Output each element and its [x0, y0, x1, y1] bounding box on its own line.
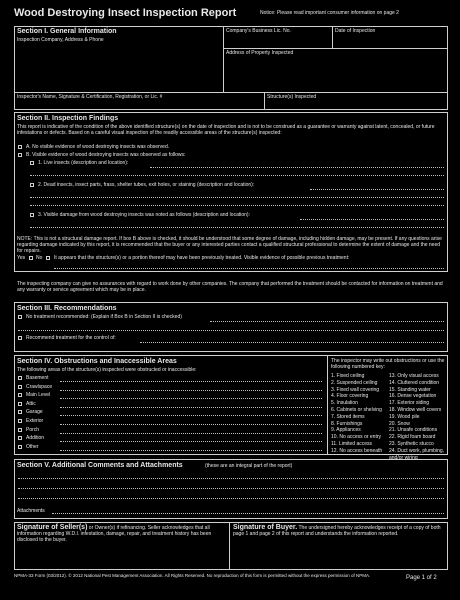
obstruction-checkbox[interactable]	[18, 419, 22, 423]
key-item: 19. Wood pile	[389, 413, 420, 420]
footer-copyright: NPMA-33 Form (03/2012). © 2012 National Pest Management Association. All Rights Reserved. No reproduction of this form is permitted without the express permission of NPMA.	[14, 573, 371, 578]
recommend-treatment-label: Recommend treatment for the control of:	[26, 335, 116, 341]
yes-label: Yes	[17, 255, 26, 261]
checkbox-no[interactable]	[46, 256, 50, 260]
key-item: 15. Standing water	[389, 386, 431, 393]
inspection-company-label: Inspection Company, Address & Phone	[17, 37, 104, 43]
company-assurance-note: The inspecting company can give no assurances with regard to work done by other companies. The company that performed the treatment should be contacted for information on treatment and any warranty or service agreement which may be in place.	[17, 281, 443, 293]
page-number: Page 1 of 2	[406, 575, 437, 581]
key-list-left	[331, 373, 387, 455]
checkbox-no-treatment[interactable]	[18, 315, 22, 319]
obstruction-checkbox[interactable]	[18, 445, 22, 449]
obstruction-row	[18, 375, 323, 384]
key-item: 14. Cluttered condition	[389, 379, 440, 386]
key-item: 22. Rigid foam board	[389, 434, 436, 441]
key-item: 10. No access or entry	[331, 434, 382, 441]
findings-intro: This report is indicative of the condition of the above identified structure(s) on the date of inspection and is not to be construed as a guarantee or warranty against latent, concealed, or future infestations or defects. Based on a careful visual inspection of the readily accessible areas of the structure(s) inspected:	[17, 124, 435, 136]
key-item: 17. Exterior siding	[389, 400, 430, 407]
key-item: 1. Fixed ceiling	[331, 373, 365, 379]
key-item: 7. Stored items	[331, 413, 365, 420]
key-item: 9. Appliances	[331, 427, 361, 434]
key-item: 13. Only visual access	[389, 373, 439, 379]
key-item: 4. Floor covering	[331, 393, 369, 400]
finding-b1-label: 1. Live insects (description and location):	[38, 160, 129, 166]
buyer-signature-block[interactable]	[233, 525, 445, 537]
obstruction-area-label: Other	[26, 443, 39, 450]
company-license-label: Company's Business Lic. No.	[226, 28, 291, 34]
obstruction-areas	[18, 375, 323, 452]
key-item: 21. Unsafe conditions	[389, 427, 438, 434]
buyer-signature-text: The undersigned hereby acknowledges receipt of a copy of both page 1 and page 2 of this report and understands the information reported.	[233, 525, 441, 537]
section-4-heading: Section IV. Obstructions and Inaccessible Areas	[17, 358, 177, 365]
key-item: 24. Duct work, plumbing, and/or wiring	[389, 447, 445, 461]
report-title: Wood Destroying Insect Inspection Report	[14, 7, 237, 19]
section-1-heading: Section I. General Information	[17, 28, 117, 35]
obstruction-area-label: Garage	[26, 409, 43, 416]
finding-b3-label: 3. Visible damage from wood destroying insects was noted as follows (description and location):	[38, 212, 250, 218]
section-5-note: (these are an integral part of the report)	[205, 463, 293, 469]
consumer-notice: Notice: Please read important consumer information on page 2	[260, 10, 399, 16]
key-title: The inspector may write out obstructions or use the following numbered key:	[331, 358, 445, 370]
key-item: 8. Furnishings	[331, 420, 363, 427]
section-3-heading: Section III. Recommendations	[17, 305, 117, 312]
checkbox-b1[interactable]	[30, 161, 34, 165]
obstruction-checkbox[interactable]	[18, 376, 22, 380]
key-list-right	[389, 373, 447, 461]
obstruction-area-label: Basement	[26, 375, 49, 381]
obstruction-row	[18, 401, 323, 410]
obstruction-checkbox[interactable]	[18, 410, 22, 414]
finding-b2-label: 2. Dead insects, insect parts, frass, shelter tubes, exit holes, or staining (description and location):	[38, 182, 255, 188]
key-item: 16. Dense vegetation	[389, 393, 437, 400]
checkbox-recommend-treatment[interactable]	[18, 336, 22, 340]
checkbox-b2[interactable]	[30, 183, 34, 187]
key-item: 11. Limited access	[331, 440, 373, 447]
key-item: 23. Synthetic stucco	[389, 440, 434, 447]
obstruction-row	[18, 444, 323, 453]
finding-a-label: A. No visible evidence of wood destroying insects was observed.	[26, 144, 170, 150]
section-2-heading: Section II. Inspection Findings	[17, 115, 119, 122]
obstruction-row	[18, 427, 323, 436]
key-item: 3. Fixed wall covering	[331, 386, 380, 393]
inspector-label: Inspector's Name, Signature & Certification, Registration, or Lic. #	[17, 94, 163, 100]
checkbox-a[interactable]	[18, 145, 22, 149]
obstruction-area-label: Addition	[26, 435, 45, 442]
finding-b-label: B. Visible evidence of wood destroying insects was observed as follows:	[26, 152, 186, 158]
key-item: 12. No access beneath	[331, 447, 383, 454]
seller-signature-text: or Owner(s) if refinancing. Seller acknowledges that all information regarding W.D.I. infestation, damage, repair, and treatment history has been disclosed to the buyer.	[17, 525, 212, 543]
no-treatment-label: No treatment recommended: (Explain if Box B in Section II is checked)	[26, 314, 182, 320]
obstruction-checkbox[interactable]	[18, 436, 22, 440]
key-item: 5. Insulation	[331, 400, 358, 407]
obstruction-area-label: Exterior	[26, 417, 44, 424]
damage-note: NOTE: This is not a structural damage report. If box B above is checked, it should be understood that some degree of damage, including hidden damage, may be present. If any questions arise regarding damage indicated by this report, it is recommended that the buyer or any interested parties contact a qualified structural professional to determine the extent of damage and the need for repairs.	[17, 236, 442, 254]
previous-treatment-label: It appears that the structure(s) or a portion thereof may have been previously treated. Visible evidence of possible previous treatment:	[54, 255, 350, 261]
attachments-label: Attachments	[17, 508, 45, 514]
obstruction-row	[18, 409, 323, 418]
obstruction-area-label: Attic	[26, 400, 36, 407]
obstruction-row	[18, 384, 323, 393]
key-item: 2. Suspended ceiling	[331, 379, 378, 386]
key-item: 6. Cabinets or shelving	[331, 406, 382, 413]
inspection-date-label: Date of Inspection	[335, 28, 376, 34]
buyer-signature-heading: Signature of Buyer.	[233, 524, 298, 531]
obstruction-checkbox[interactable]	[18, 393, 22, 397]
obstruction-area-label: Porch	[26, 426, 40, 433]
seller-signature-block[interactable]	[17, 525, 225, 543]
key-item: 20. Snow	[389, 420, 410, 427]
obstruction-checkbox[interactable]	[18, 428, 22, 432]
obstruction-area-label: Crawlspace	[26, 383, 53, 390]
obstruction-checkbox[interactable]	[18, 385, 22, 389]
checkbox-b3[interactable]	[30, 213, 34, 217]
obstruction-area-label: Main Level	[26, 392, 51, 399]
obstructions-intro: The following areas of the structure(s) inspected were obstructed or inaccessible:	[17, 367, 197, 373]
obstruction-row	[18, 392, 323, 401]
obstruction-row	[18, 435, 323, 444]
obstruction-checkbox[interactable]	[18, 402, 22, 406]
checkbox-b[interactable]	[18, 153, 22, 157]
structures-label: Structure(s) Inspected	[267, 94, 317, 100]
obstruction-row	[18, 418, 323, 427]
key-item: 18. Window well covers	[389, 406, 442, 413]
property-address-label: Address of Property Inspected	[226, 50, 294, 56]
no-label: No	[36, 255, 43, 261]
checkbox-yes[interactable]	[29, 256, 33, 260]
seller-signature-heading: Signature of Seller(s)	[17, 524, 88, 531]
section-5-heading: Section V. Additional Comments and Attachments	[17, 462, 183, 469]
